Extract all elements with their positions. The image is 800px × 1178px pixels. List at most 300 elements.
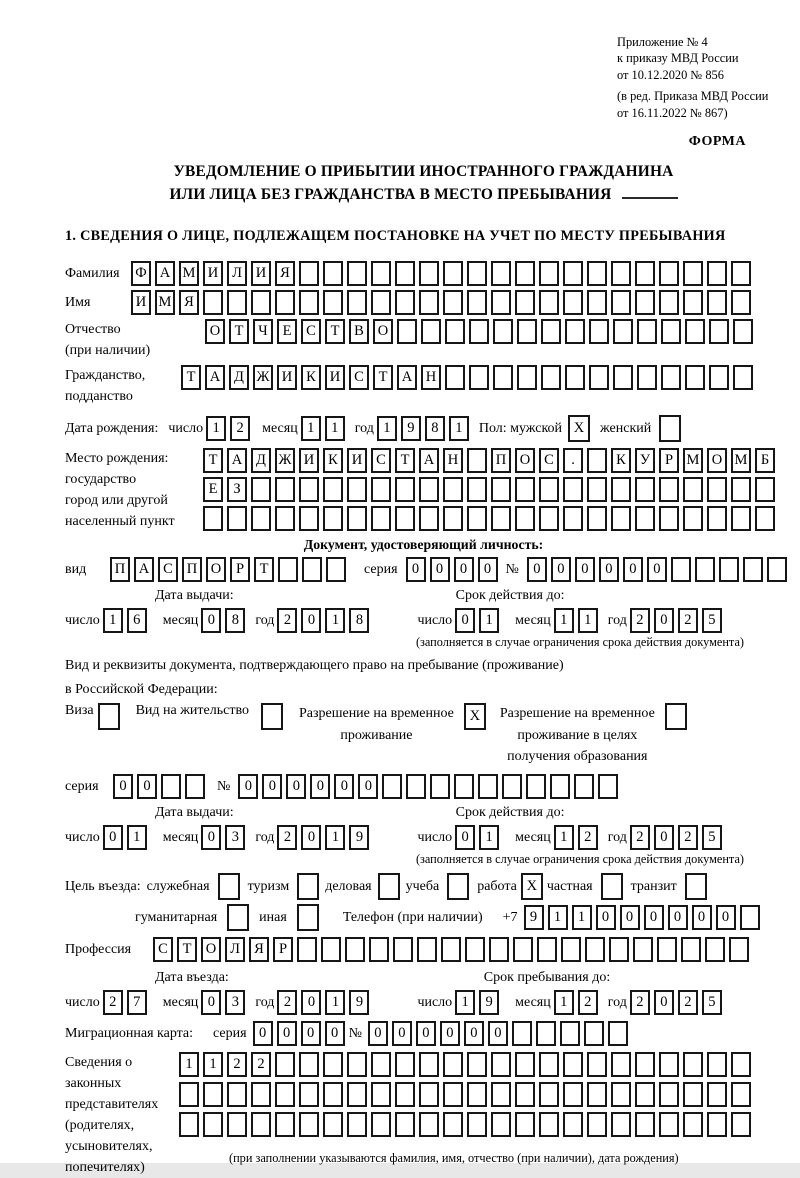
- form-cell-filled[interactable]: И: [325, 365, 345, 390]
- form-cell-empty[interactable]: [731, 1082, 751, 1107]
- form-cell-empty[interactable]: [419, 1082, 439, 1107]
- form-cell-empty[interactable]: [395, 261, 415, 286]
- form-cell-filled[interactable]: 0: [277, 1021, 297, 1046]
- form-cell-filled[interactable]: 2: [678, 825, 698, 850]
- checkbox-checked[interactable]: X: [464, 703, 486, 730]
- form-cell-empty[interactable]: [395, 1112, 415, 1137]
- form-cell-empty[interactable]: [445, 319, 465, 344]
- form-cell-filled[interactable]: 0: [596, 905, 616, 930]
- form-cell-empty[interactable]: [731, 290, 751, 315]
- form-cell-empty[interactable]: [512, 1021, 532, 1046]
- form-cell-empty[interactable]: [419, 290, 439, 315]
- form-cell-filled[interactable]: Т: [177, 937, 197, 962]
- form-cell-empty[interactable]: [611, 290, 631, 315]
- form-cell-empty[interactable]: [635, 261, 655, 286]
- form-cell-empty[interactable]: [733, 365, 753, 390]
- checkbox-empty[interactable]: [378, 873, 400, 900]
- form-cell-filled[interactable]: 8: [425, 416, 445, 441]
- form-cell-filled[interactable]: Т: [395, 448, 415, 473]
- form-cell-empty[interactable]: [608, 1021, 628, 1046]
- form-cell-filled[interactable]: 2: [277, 990, 297, 1015]
- form-cell-empty[interactable]: [536, 1021, 556, 1046]
- form-cell-empty[interactable]: [635, 506, 655, 531]
- form-cell-empty[interactable]: [185, 774, 205, 799]
- form-cell-empty[interactable]: [299, 1052, 319, 1077]
- form-cell-filled[interactable]: 0: [488, 1021, 508, 1046]
- form-cell-filled[interactable]: П: [491, 448, 511, 473]
- form-cell-filled[interactable]: П: [110, 557, 130, 582]
- form-cell-empty[interactable]: [347, 1082, 367, 1107]
- form-cell-empty[interactable]: [465, 937, 485, 962]
- form-cell-empty[interactable]: [537, 937, 557, 962]
- form-cell-filled[interactable]: 1: [377, 416, 397, 441]
- form-cell-filled[interactable]: 1: [449, 416, 469, 441]
- form-cell-empty[interactable]: [695, 557, 715, 582]
- form-cell-empty[interactable]: [393, 937, 413, 962]
- form-cell-filled[interactable]: 2: [578, 990, 598, 1015]
- form-cell-filled[interactable]: 9: [349, 825, 369, 850]
- form-cell-filled[interactable]: 0: [201, 825, 221, 850]
- form-cell-filled[interactable]: 0: [692, 905, 712, 930]
- form-cell-filled[interactable]: М: [683, 448, 703, 473]
- form-cell-empty[interactable]: [731, 506, 751, 531]
- form-cell-filled[interactable]: 0: [358, 774, 378, 799]
- form-cell-empty[interactable]: [299, 261, 319, 286]
- form-cell-filled[interactable]: 0: [644, 905, 664, 930]
- form-cell-empty[interactable]: [657, 937, 677, 962]
- form-cell-empty[interactable]: [371, 261, 391, 286]
- form-cell-empty[interactable]: [585, 937, 605, 962]
- form-cell-filled[interactable]: 5: [702, 608, 722, 633]
- form-cell-empty[interactable]: [587, 1112, 607, 1137]
- form-cell-empty[interactable]: [587, 1052, 607, 1077]
- form-cell-empty[interactable]: [323, 261, 343, 286]
- form-cell-filled[interactable]: 1: [572, 905, 592, 930]
- form-cell-empty[interactable]: [598, 774, 618, 799]
- form-cell-empty[interactable]: [299, 1082, 319, 1107]
- form-cell-filled[interactable]: И: [203, 261, 223, 286]
- form-cell-empty[interactable]: [371, 477, 391, 502]
- form-cell-filled[interactable]: 1: [325, 416, 345, 441]
- form-cell-empty[interactable]: [683, 1082, 703, 1107]
- checkbox-empty[interactable]: [297, 873, 319, 900]
- form-cell-filled[interactable]: Я: [275, 261, 295, 286]
- form-cell-empty[interactable]: [491, 290, 511, 315]
- form-cell-empty[interactable]: [733, 319, 753, 344]
- form-cell-empty[interactable]: [491, 1112, 511, 1137]
- form-cell-empty[interactable]: [659, 290, 679, 315]
- form-cell-filled[interactable]: И: [277, 365, 297, 390]
- checkbox-empty[interactable]: [261, 703, 283, 730]
- form-cell-empty[interactable]: [683, 290, 703, 315]
- form-cell-empty[interactable]: [707, 477, 727, 502]
- form-cell-filled[interactable]: 1: [203, 1052, 223, 1077]
- form-cell-filled[interactable]: 2: [678, 990, 698, 1015]
- form-cell-empty[interactable]: [275, 1052, 295, 1077]
- form-cell-filled[interactable]: Ч: [253, 319, 273, 344]
- form-cell-empty[interactable]: [493, 365, 513, 390]
- form-cell-empty[interactable]: [635, 1112, 655, 1137]
- form-cell-empty[interactable]: [323, 477, 343, 502]
- form-cell-empty[interactable]: [611, 506, 631, 531]
- form-cell-empty[interactable]: [633, 937, 653, 962]
- form-cell-empty[interactable]: [683, 1052, 703, 1077]
- form-cell-empty[interactable]: [565, 319, 585, 344]
- form-cell-empty[interactable]: [709, 365, 729, 390]
- form-cell-empty[interactable]: [539, 1052, 559, 1077]
- form-cell-empty[interactable]: [467, 477, 487, 502]
- form-cell-empty[interactable]: [659, 1082, 679, 1107]
- form-cell-empty[interactable]: [469, 365, 489, 390]
- form-cell-empty[interactable]: [275, 506, 295, 531]
- form-cell-empty[interactable]: [227, 290, 247, 315]
- form-cell-filled[interactable]: С: [301, 319, 321, 344]
- form-cell-empty[interactable]: [251, 1082, 271, 1107]
- form-cell-filled[interactable]: У: [635, 448, 655, 473]
- checkbox-empty[interactable]: [98, 703, 120, 730]
- form-cell-empty[interactable]: [297, 937, 317, 962]
- form-cell-empty[interactable]: [683, 1112, 703, 1137]
- form-cell-empty[interactable]: [227, 1082, 247, 1107]
- checkbox-empty[interactable]: [665, 703, 687, 730]
- form-cell-filled[interactable]: С: [158, 557, 178, 582]
- form-cell-filled[interactable]: К: [301, 365, 321, 390]
- form-cell-filled[interactable]: О: [707, 448, 727, 473]
- form-cell-filled[interactable]: 6: [127, 608, 147, 633]
- form-cell-filled[interactable]: 0: [416, 1021, 436, 1046]
- form-cell-filled[interactable]: 0: [301, 990, 321, 1015]
- form-cell-empty[interactable]: [515, 506, 535, 531]
- form-cell-filled[interactable]: 3: [225, 990, 245, 1015]
- form-cell-empty[interactable]: [323, 1112, 343, 1137]
- form-cell-filled[interactable]: 0: [455, 825, 475, 850]
- form-cell-empty[interactable]: [347, 290, 367, 315]
- form-cell-filled[interactable]: А: [419, 448, 439, 473]
- form-cell-filled[interactable]: 1: [554, 608, 574, 633]
- form-cell-empty[interactable]: [661, 365, 681, 390]
- form-cell-empty[interactable]: [539, 506, 559, 531]
- form-cell-empty[interactable]: [251, 290, 271, 315]
- form-cell-empty[interactable]: [611, 1082, 631, 1107]
- form-cell-filled[interactable]: 0: [551, 557, 571, 582]
- form-cell-filled[interactable]: 0: [286, 774, 306, 799]
- form-cell-empty[interactable]: [659, 1052, 679, 1077]
- form-cell-empty[interactable]: [659, 477, 679, 502]
- form-cell-empty[interactable]: [513, 937, 533, 962]
- form-cell-filled[interactable]: 0: [623, 557, 643, 582]
- form-cell-empty[interactable]: [539, 1082, 559, 1107]
- form-cell-empty[interactable]: [430, 774, 450, 799]
- form-cell-filled[interactable]: 0: [368, 1021, 388, 1046]
- form-cell-filled[interactable]: 1: [127, 825, 147, 850]
- form-cell-empty[interactable]: [515, 1052, 535, 1077]
- form-cell-empty[interactable]: [539, 477, 559, 502]
- checkbox-checked[interactable]: X: [568, 415, 590, 442]
- form-cell-filled[interactable]: О: [373, 319, 393, 344]
- form-cell-empty[interactable]: [371, 290, 391, 315]
- form-cell-empty[interactable]: [563, 261, 583, 286]
- form-cell-filled[interactable]: Я: [249, 937, 269, 962]
- form-cell-empty[interactable]: [179, 1082, 199, 1107]
- form-cell-filled[interactable]: 0: [137, 774, 157, 799]
- form-cell-filled[interactable]: 0: [113, 774, 133, 799]
- form-cell-filled[interactable]: 1: [206, 416, 226, 441]
- form-cell-empty[interactable]: [589, 319, 609, 344]
- form-cell-empty[interactable]: [561, 937, 581, 962]
- form-cell-empty[interactable]: [347, 477, 367, 502]
- form-cell-filled[interactable]: 9: [524, 905, 544, 930]
- form-cell-empty[interactable]: [382, 774, 402, 799]
- form-cell-empty[interactable]: [613, 319, 633, 344]
- form-cell-empty[interactable]: [371, 1112, 391, 1137]
- form-cell-empty[interactable]: [611, 261, 631, 286]
- form-cell-filled[interactable]: О: [201, 937, 221, 962]
- form-cell-empty[interactable]: [347, 1052, 367, 1077]
- form-cell-filled[interactable]: А: [397, 365, 417, 390]
- form-cell-empty[interactable]: [443, 1052, 463, 1077]
- form-cell-empty[interactable]: [251, 477, 271, 502]
- form-cell-filled[interactable]: 0: [201, 990, 221, 1015]
- form-cell-filled[interactable]: 0: [262, 774, 282, 799]
- form-cell-empty[interactable]: [419, 261, 439, 286]
- form-cell-empty[interactable]: [635, 1052, 655, 1077]
- checkbox-empty[interactable]: [227, 904, 249, 931]
- form-cell-filled[interactable]: М: [731, 448, 751, 473]
- form-cell-empty[interactable]: [539, 290, 559, 315]
- form-cell-empty[interactable]: [705, 937, 725, 962]
- form-cell-empty[interactable]: [517, 319, 537, 344]
- form-cell-filled[interactable]: 0: [654, 608, 674, 633]
- form-cell-empty[interactable]: [469, 319, 489, 344]
- form-cell-filled[interactable]: Е: [203, 477, 223, 502]
- form-cell-filled[interactable]: 5: [702, 825, 722, 850]
- form-cell-filled[interactable]: 0: [201, 608, 221, 633]
- form-cell-empty[interactable]: [299, 290, 319, 315]
- form-cell-empty[interactable]: [493, 319, 513, 344]
- form-cell-filled[interactable]: К: [323, 448, 343, 473]
- form-cell-empty[interactable]: [671, 557, 691, 582]
- form-cell-empty[interactable]: [443, 290, 463, 315]
- form-cell-filled[interactable]: 0: [478, 557, 498, 582]
- form-cell-filled[interactable]: И: [251, 261, 271, 286]
- form-cell-empty[interactable]: [478, 774, 498, 799]
- form-cell-empty[interactable]: [563, 1112, 583, 1137]
- form-cell-empty[interactable]: [203, 1082, 223, 1107]
- form-cell-empty[interactable]: [395, 1082, 415, 1107]
- form-cell-empty[interactable]: [517, 365, 537, 390]
- form-cell-filled[interactable]: 2: [227, 1052, 247, 1077]
- form-cell-empty[interactable]: [323, 1082, 343, 1107]
- form-cell-filled[interactable]: 0: [527, 557, 547, 582]
- form-cell-empty[interactable]: [417, 937, 437, 962]
- form-cell-filled[interactable]: 0: [310, 774, 330, 799]
- form-cell-empty[interactable]: [467, 506, 487, 531]
- form-cell-empty[interactable]: [419, 1112, 439, 1137]
- form-cell-empty[interactable]: [635, 477, 655, 502]
- form-cell-filled[interactable]: Ж: [275, 448, 295, 473]
- form-cell-empty[interactable]: [515, 261, 535, 286]
- form-cell-empty[interactable]: [767, 557, 787, 582]
- form-cell-empty[interactable]: [299, 1112, 319, 1137]
- form-cell-filled[interactable]: 1: [554, 825, 574, 850]
- form-cell-empty[interactable]: [275, 1082, 295, 1107]
- form-cell-filled[interactable]: М: [179, 261, 199, 286]
- form-cell-empty[interactable]: [443, 261, 463, 286]
- form-cell-empty[interactable]: [743, 557, 763, 582]
- form-cell-empty[interactable]: [395, 477, 415, 502]
- form-cell-empty[interactable]: [421, 319, 441, 344]
- form-cell-filled[interactable]: 1: [455, 990, 475, 1015]
- form-cell-filled[interactable]: 0: [654, 825, 674, 850]
- form-cell-empty[interactable]: [635, 290, 655, 315]
- form-cell-empty[interactable]: [740, 905, 760, 930]
- form-cell-empty[interactable]: [302, 557, 322, 582]
- form-cell-filled[interactable]: Я: [179, 290, 199, 315]
- form-cell-filled[interactable]: М: [155, 290, 175, 315]
- form-cell-empty[interactable]: [611, 1112, 631, 1137]
- form-cell-filled[interactable]: Ф: [131, 261, 151, 286]
- form-cell-empty[interactable]: [491, 477, 511, 502]
- form-cell-filled[interactable]: 0: [455, 608, 475, 633]
- form-cell-filled[interactable]: Т: [181, 365, 201, 390]
- form-cell-filled[interactable]: 8: [225, 608, 245, 633]
- form-cell-filled[interactable]: 2: [277, 608, 297, 633]
- form-cell-filled[interactable]: 0: [301, 825, 321, 850]
- form-cell-empty[interactable]: [515, 1082, 535, 1107]
- form-cell-empty[interactable]: [541, 319, 561, 344]
- form-cell-empty[interactable]: [609, 937, 629, 962]
- form-cell-empty[interactable]: [347, 506, 367, 531]
- form-cell-empty[interactable]: [467, 1082, 487, 1107]
- form-cell-filled[interactable]: Д: [251, 448, 271, 473]
- form-cell-empty[interactable]: [526, 774, 546, 799]
- form-cell-empty[interactable]: [491, 1082, 511, 1107]
- form-cell-empty[interactable]: [731, 1052, 751, 1077]
- form-cell-empty[interactable]: [515, 477, 535, 502]
- form-cell-filled[interactable]: 9: [401, 416, 421, 441]
- form-cell-empty[interactable]: [539, 1112, 559, 1137]
- form-cell-filled[interactable]: К: [611, 448, 631, 473]
- form-cell-empty[interactable]: [454, 774, 474, 799]
- form-cell-empty[interactable]: [321, 937, 341, 962]
- form-cell-empty[interactable]: [755, 506, 775, 531]
- form-cell-empty[interactable]: [659, 506, 679, 531]
- form-cell-empty[interactable]: [587, 506, 607, 531]
- form-cell-empty[interactable]: [589, 365, 609, 390]
- form-cell-empty[interactable]: [611, 1052, 631, 1077]
- form-cell-empty[interactable]: [419, 506, 439, 531]
- form-cell-filled[interactable]: 1: [103, 608, 123, 633]
- form-cell-filled[interactable]: 0: [454, 557, 474, 582]
- form-cell-filled[interactable]: 1: [325, 825, 345, 850]
- form-cell-filled[interactable]: Л: [225, 937, 245, 962]
- form-cell-filled[interactable]: В: [349, 319, 369, 344]
- form-cell-empty[interactable]: [560, 1021, 580, 1046]
- form-cell-empty[interactable]: [443, 1112, 463, 1137]
- form-cell-empty[interactable]: [441, 937, 461, 962]
- form-cell-empty[interactable]: [491, 1052, 511, 1077]
- form-cell-empty[interactable]: [563, 1082, 583, 1107]
- form-cell-filled[interactable]: 9: [349, 990, 369, 1015]
- form-cell-filled[interactable]: О: [515, 448, 535, 473]
- form-cell-empty[interactable]: [729, 937, 749, 962]
- form-cell-filled[interactable]: А: [155, 261, 175, 286]
- form-cell-empty[interactable]: [587, 448, 607, 473]
- form-cell-empty[interactable]: [707, 506, 727, 531]
- form-cell-empty[interactable]: [502, 774, 522, 799]
- form-cell-filled[interactable]: Т: [203, 448, 223, 473]
- form-cell-empty[interactable]: [275, 290, 295, 315]
- form-cell-empty[interactable]: [371, 1082, 391, 1107]
- form-cell-filled[interactable]: 3: [225, 825, 245, 850]
- form-cell-empty[interactable]: [227, 506, 247, 531]
- form-cell-empty[interactable]: [345, 937, 365, 962]
- form-cell-empty[interactable]: [467, 448, 487, 473]
- form-cell-filled[interactable]: 0: [325, 1021, 345, 1046]
- form-cell-empty[interactable]: [637, 365, 657, 390]
- form-cell-filled[interactable]: 1: [578, 608, 598, 633]
- form-cell-filled[interactable]: П: [182, 557, 202, 582]
- form-cell-filled[interactable]: Т: [373, 365, 393, 390]
- form-cell-empty[interactable]: [395, 290, 415, 315]
- form-cell-empty[interactable]: [323, 290, 343, 315]
- checkbox-checked[interactable]: X: [521, 873, 543, 900]
- form-cell-filled[interactable]: 0: [575, 557, 595, 582]
- form-cell-empty[interactable]: [587, 1082, 607, 1107]
- form-cell-empty[interactable]: [203, 290, 223, 315]
- form-cell-empty[interactable]: [683, 261, 703, 286]
- form-cell-filled[interactable]: 9: [479, 990, 499, 1015]
- checkbox-empty[interactable]: [601, 873, 623, 900]
- form-cell-empty[interactable]: [709, 319, 729, 344]
- form-cell-filled[interactable]: 1: [479, 608, 499, 633]
- form-cell-empty[interactable]: [326, 557, 346, 582]
- form-cell-empty[interactable]: [278, 557, 298, 582]
- form-cell-filled[interactable]: Е: [277, 319, 297, 344]
- form-cell-empty[interactable]: [347, 1112, 367, 1137]
- form-cell-empty[interactable]: [467, 1052, 487, 1077]
- form-cell-filled[interactable]: .: [563, 448, 583, 473]
- form-cell-empty[interactable]: [755, 477, 775, 502]
- form-cell-filled[interactable]: С: [371, 448, 391, 473]
- form-cell-filled[interactable]: 0: [406, 557, 426, 582]
- form-cell-filled[interactable]: О: [205, 319, 225, 344]
- form-cell-filled[interactable]: 0: [238, 774, 258, 799]
- form-cell-filled[interactable]: Т: [229, 319, 249, 344]
- form-cell-empty[interactable]: [161, 774, 181, 799]
- checkbox-empty[interactable]: [297, 904, 319, 931]
- form-cell-empty[interactable]: [731, 477, 751, 502]
- form-cell-empty[interactable]: [371, 506, 391, 531]
- form-cell-empty[interactable]: [563, 290, 583, 315]
- form-cell-filled[interactable]: 0: [440, 1021, 460, 1046]
- form-cell-filled[interactable]: 1: [301, 416, 321, 441]
- form-cell-empty[interactable]: [179, 1112, 199, 1137]
- form-cell-empty[interactable]: [419, 1052, 439, 1077]
- form-cell-empty[interactable]: [347, 261, 367, 286]
- form-cell-filled[interactable]: З: [227, 477, 247, 502]
- form-cell-empty[interactable]: [611, 477, 631, 502]
- checkbox-empty[interactable]: [685, 873, 707, 900]
- form-cell-filled[interactable]: 0: [253, 1021, 273, 1046]
- form-cell-empty[interactable]: [275, 1112, 295, 1137]
- form-cell-filled[interactable]: 1: [479, 825, 499, 850]
- form-cell-filled[interactable]: И: [299, 448, 319, 473]
- form-cell-empty[interactable]: [584, 1021, 604, 1046]
- form-cell-filled[interactable]: 2: [103, 990, 123, 1015]
- form-cell-empty[interactable]: [395, 506, 415, 531]
- form-cell-empty[interactable]: [661, 319, 681, 344]
